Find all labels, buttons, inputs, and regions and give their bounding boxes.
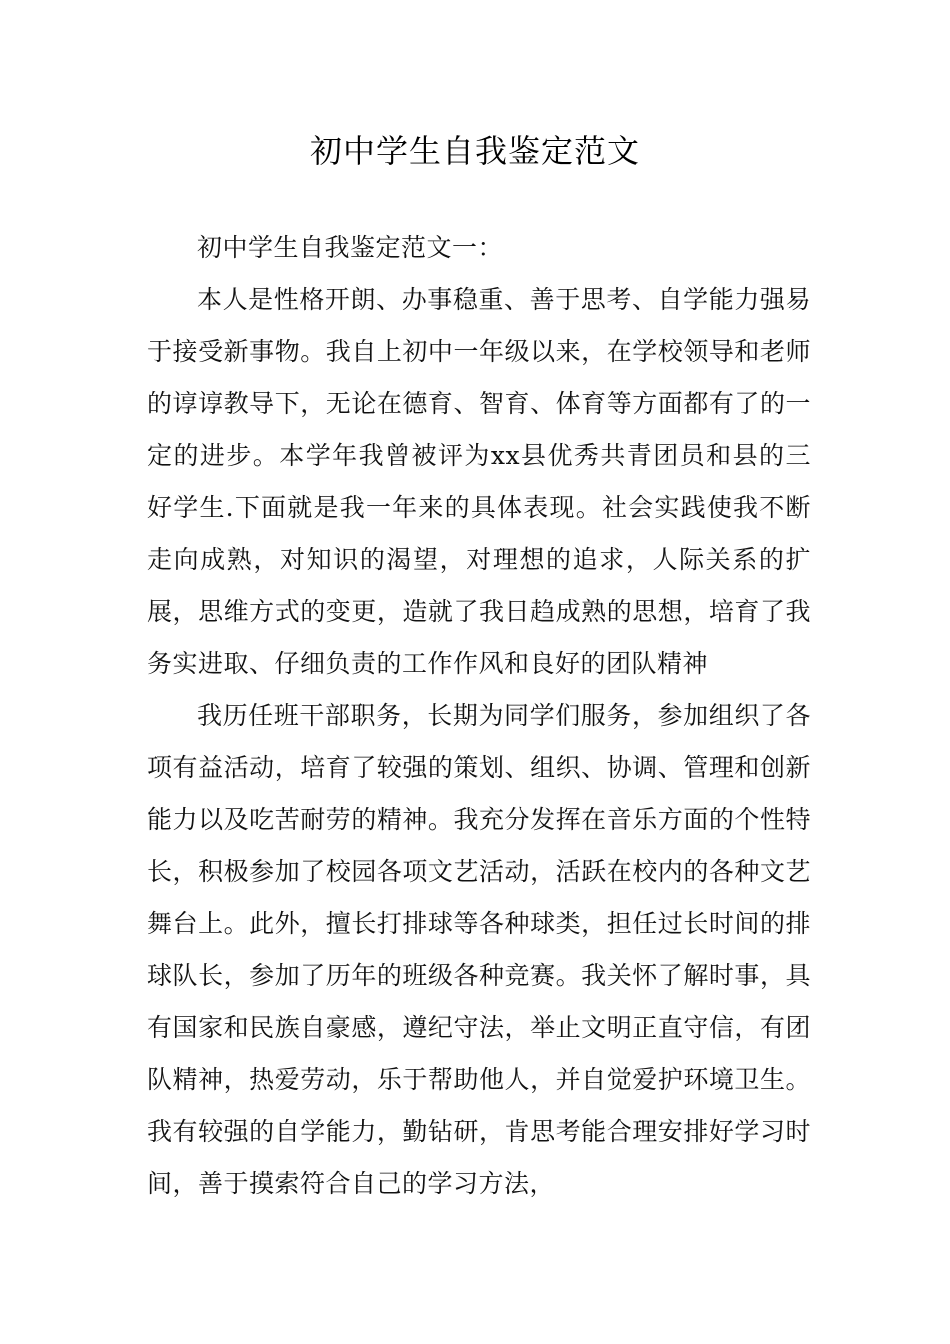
document-title: 初中学生自我鉴定范文	[309, 132, 640, 170]
paragraph-1: 本人是性格开朗、办事稳重、善于思考、自学能力强易于接受新事物。我自上初中一年级以来，在学校领导和老师的谆谆教导下，无论在德育、智育、体育等方面都有了的一定的进步。本学年我曾被评为xx县优秀共青团员和县的三好学生.下面就是我一年来的具体表现。社会实践使我不断走向成熟，对知识的渴望，对理想的追求，人际关系的扩展，思维方式的变更，造就了我日趋成熟的思想，培育了我务实进取、仔细负责的工作作风和良好的团队精神	[147, 285, 811, 678]
paragraph-heading: 初中学生自我鉴定范文一：	[197, 233, 504, 262]
paragraph-2: 我历任班干部职务，长期为同学们服务，参加组织了各项有益活动，培育了较强的策划、组织、协调、管理和创新能力以及吃苦耐劳的精神。我充分发挥在音乐方面的个性特长，积极参加了校园各项文艺活动，活跃在校内的各种文艺舞台上。此外，擅长打排球等各种球类，担任过长时间的排球队长，参加了历年的班级各种竞赛。我关怀了解时事，具有国家和民族自豪感，遵纪守法，举止文明正直守信，有团队精神，热爱劳动，乐于帮助他人，并自觉爱护环境卫生。我有较强的自学能力，勤钻研，肯思考能合理安排好学习时间，善于摸索符合自己的学习方法，	[147, 701, 811, 1198]
document-body	[147, 222, 811, 1210]
